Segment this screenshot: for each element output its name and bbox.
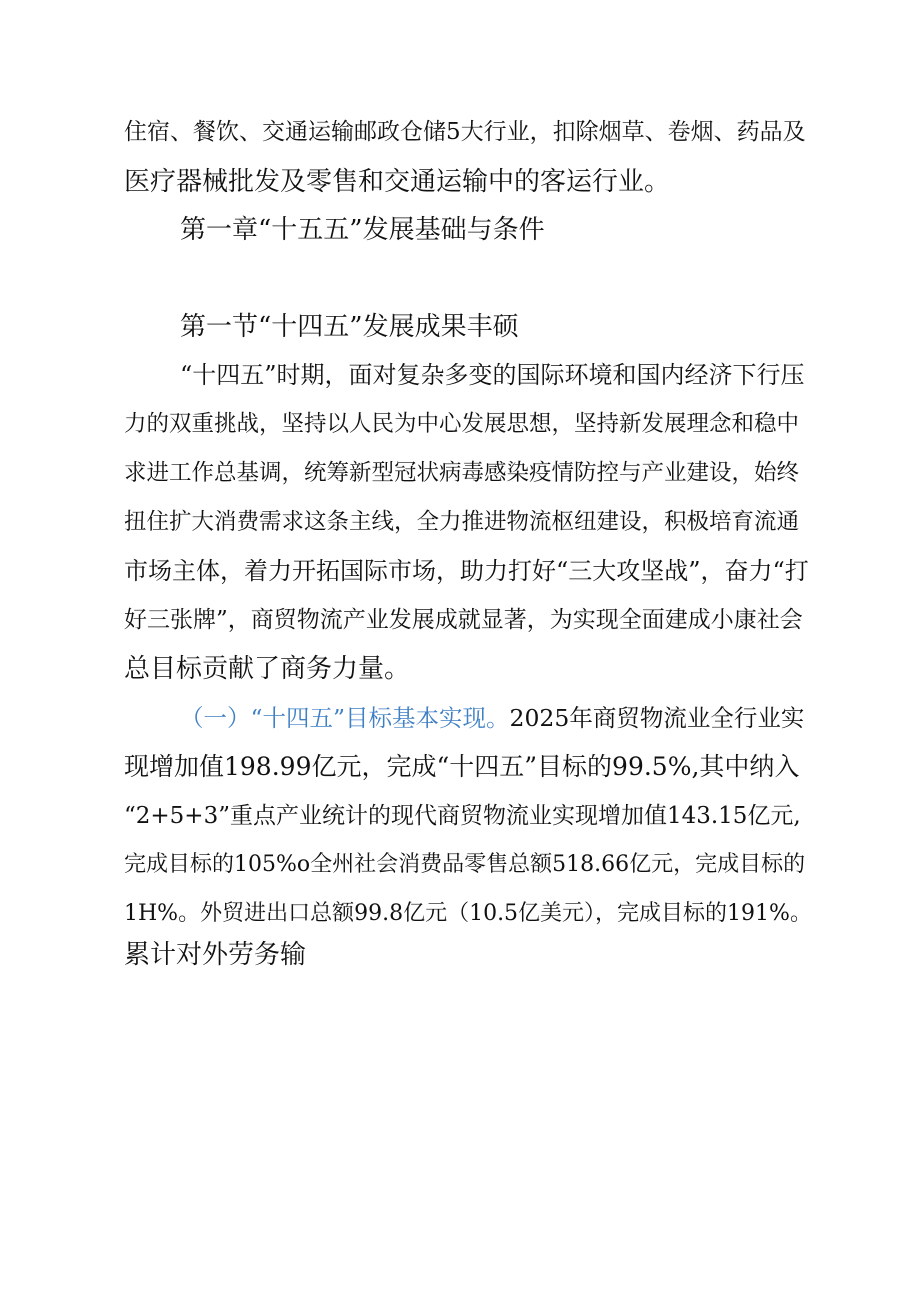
paragraph1-line-1: “十四五”时期，面对复杂多变的国际环境和国内经济下行压 [180,361,805,389]
chapter-heading: 第一章“十五五”发展基础与条件 [180,215,545,245]
paragraph2-line-6: 累计对外劳务输 [124,940,307,970]
paragraph2-heading: （一）“十四五”目标基本实现。 [180,704,510,732]
paragraph2-first-line-rest: 2025年商贸物流业全行业实 [509,704,805,732]
paragraph1-line-5: 市场主体，着力开拓国际市场，助力打好“三大攻坚战”，奋力“打 [124,557,809,585]
paragraph1-line-6: 好三张牌”，商贸物流产业发展成就显著，为实现全面建成小康社会 [124,607,803,633]
section-heading: 第一节“十四五”发展成果丰硕 [180,312,519,342]
paragraph1-line-2: 力的双重挑战，坚持以人民为中心发展思想，坚持新发展理念和稳中 [124,411,800,437]
intro-line-2: 医疗器械批发及零售和交通运输中的客运行业。 [124,167,671,197]
paragraph2-line-1 [180,701,804,735]
paragraph1-line-4: 扭住扩大消费需求这条主线，全力推进物流枢纽建设，积极培育流通 [124,509,800,535]
paragraph1-line-3: 求进工作总基调，统筹新型冠状病毒感染疫情防控与产业建设，始终 [124,460,800,486]
paragraph2-line-2: 现增加值198.99亿元，完成“十四五”目标的99.5%,其中纳入 [124,752,800,781]
paragraph2-line-5: 1H%。外贸进出口总额99.8亿元（10.5亿美元），完成目标的191%。 [124,901,812,926]
paragraph2-line-4: 完成目标的105%o全州社会消费品零售总额518.66亿元，完成目标的 [124,852,806,877]
intro-line-1: 住宿、餐饮、交通运输邮政仓储5大行业，扣除烟草、卷烟、药品及 [124,119,806,145]
paragraph2-line-3: “2+5+3”重点产业统计的现代商贸物流业实现增加值143.15亿元, [124,803,801,829]
paragraph1-line-7: 总目标贡献了商务力量。 [124,654,411,684]
